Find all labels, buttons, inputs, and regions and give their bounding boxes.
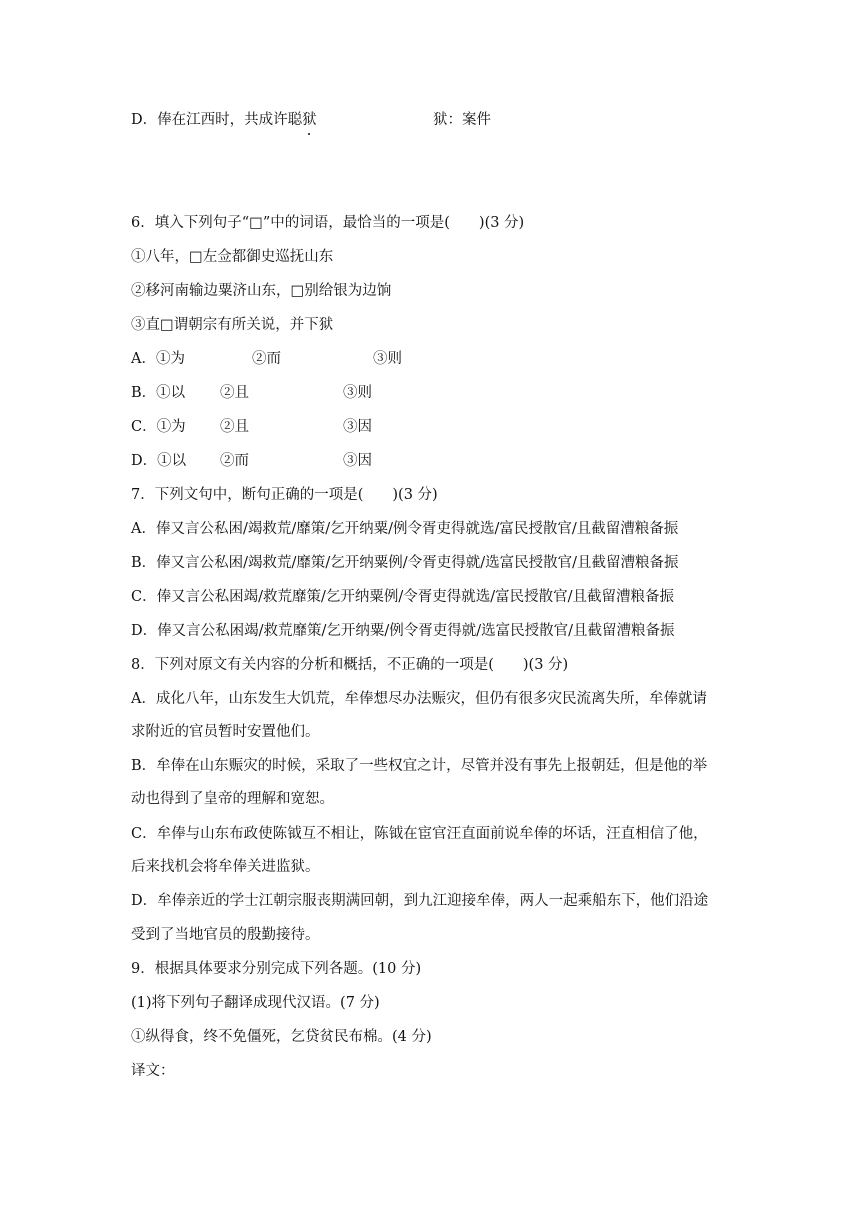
q8-option-c-line1: C．牟俸与山东布政使陈钺互不相让，陈钺在宦官汪直面前说牟俸的坏话，汪直相信了他， bbox=[131, 826, 708, 842]
q6-option-d bbox=[131, 451, 372, 471]
q8-option-b-line1: B．牟俸在山东赈灾的时候，采取了一些权宜之计，尽管并没有事先上报朝廷，但是他的举 bbox=[131, 758, 708, 774]
q6-option-c bbox=[131, 417, 372, 437]
q6-option-choice-2: ②而 bbox=[220, 453, 249, 469]
q6-option-choice-1: ①以 bbox=[156, 385, 186, 401]
q7-stem: 7．下列文句中，断句正确的一项是( )(3 分) bbox=[131, 487, 438, 503]
q8-option-d-line2: 受到了当地官员的殷勤接待。 bbox=[131, 927, 320, 943]
q7-option-c: C．俸又言公私困竭/救荒靡策/乞开纳粟例/令胥吏得就选/富民授散官/且截留漕粮备振 bbox=[131, 589, 675, 605]
q6-option-choice-3: ③则 bbox=[343, 385, 372, 401]
q8-option-a-line1: A．成化八年，山东发生大饥荒，牟俸想尽办法赈灾，但仍有很多灾民流离失所，牟俸就请 bbox=[131, 691, 707, 707]
q7-option-a: A．俸又言公私困/竭救荒/靡策/乞开纳粟/例令胥吏得就选/富民授散官/且截留漕粮备振 bbox=[131, 521, 679, 537]
q9-item1: ①纵得食，终不免僵死，乞贷贫民布棉。(4 分) bbox=[131, 1029, 432, 1045]
q6-option-letter: A． bbox=[131, 351, 156, 367]
q6-sentence-2: ②移河南输边粟济山东，□别给银为边饷 bbox=[131, 283, 392, 299]
q6-option-choice-2: ②而 bbox=[252, 351, 281, 367]
q6-option-choice-3: ③则 bbox=[373, 351, 402, 367]
q6-option-choice-2: ②且 bbox=[220, 419, 249, 435]
q6-option-letter: D． bbox=[131, 453, 158, 469]
q6-option-letter: C． bbox=[131, 419, 157, 435]
q6-option-choice-1: ①以 bbox=[157, 453, 187, 469]
q6-option-letter: B． bbox=[131, 385, 157, 401]
q6-option-choice-3: ③因 bbox=[343, 453, 372, 469]
q6-sentence-1: ①八年，□左佥都御史巡抚山东 bbox=[131, 249, 334, 265]
q6-option-b bbox=[131, 383, 372, 403]
q6-option-choice-1: ①为 bbox=[156, 419, 186, 435]
q5-option-d-text: D．俸在江西时，共成许聪 bbox=[131, 112, 303, 128]
q5-option-d bbox=[131, 110, 491, 130]
q7-option-b: B．俸又言公私困/竭救荒/靡策/乞开纳粟例/令胥吏得就/选富民授散官/且截留漕粮备振 bbox=[131, 555, 679, 571]
q6-option-choice-2: ②且 bbox=[220, 385, 249, 401]
q8-stem: 8．下列对原文有关内容的分析和概括，不正确的一项是( )(3 分) bbox=[131, 657, 569, 673]
q9-sub1: (1)将下列句子翻译成现代汉语。(7 分) bbox=[131, 995, 380, 1011]
q9-stem: 9．根据具体要求分别完成下列各题。(10 分) bbox=[131, 961, 422, 977]
q6-option-a bbox=[131, 349, 402, 369]
q6-option-choice-3: ③因 bbox=[343, 419, 372, 435]
q6-option-choice-1: ①为 bbox=[155, 351, 185, 367]
q8-option-a-line2: 求附近的官员暂时安置他们。 bbox=[131, 724, 320, 740]
q6-sentence-3: ③直□谓朝宗有所关说，并下狱 bbox=[131, 317, 334, 333]
q8-option-d-line1: D．牟俸亲近的学士江朝宗服丧期满回朝，到九江迎接牟俸，两人一起乘船东下，他们沿途 bbox=[131, 893, 709, 909]
q7-option-d: D．俸又言公私困竭/救荒靡策/乞开纳粟/例令胥吏得就/选富民授散官/且截留漕粮备振 bbox=[131, 623, 675, 639]
q6-stem: 6．填入下列句子“□”中的词语，最恰当的一项是( )(3 分) bbox=[131, 215, 525, 231]
dotted-character: 狱 bbox=[302, 112, 317, 128]
q5-option-d-gloss: 狱：案件 bbox=[433, 112, 491, 128]
q8-option-c-line2: 后来找机会将牟俸关进监狱。 bbox=[131, 859, 320, 875]
q9-answer-label: 译文： bbox=[131, 1063, 175, 1079]
q8-option-b-line2: 动也得到了皇帝的理解和宽恕。 bbox=[131, 791, 334, 807]
